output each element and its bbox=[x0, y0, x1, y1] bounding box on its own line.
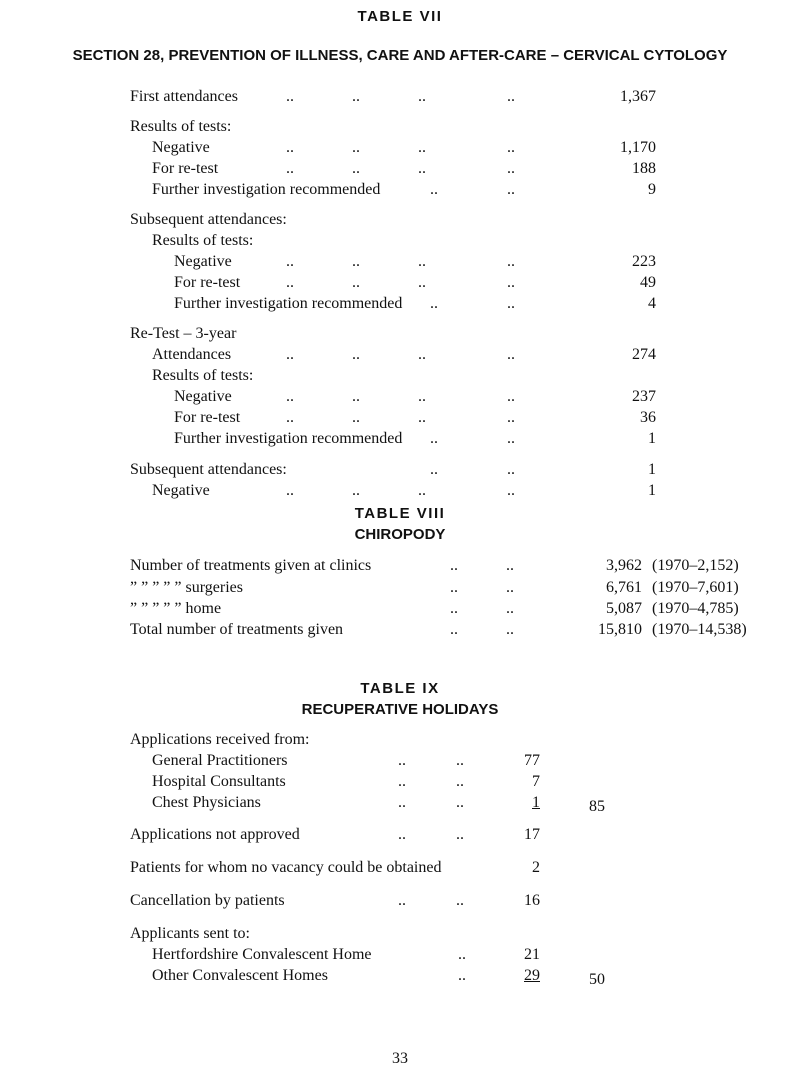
table7-row-label: Re-Test – 3-year bbox=[130, 325, 237, 342]
table7-subtitle: SECTION 28, PREVENTION OF ILLNESS, CARE AND AFTER-CARE – CERVICAL CYTOLOGY bbox=[72, 47, 728, 64]
table7-row-label: Subsequent attendances: bbox=[130, 211, 287, 228]
table7-row-label: For re-test bbox=[174, 409, 241, 426]
table8-row-label: Total number of treatments given bbox=[130, 621, 344, 638]
table8-row-value: 5,087 bbox=[606, 600, 642, 617]
leader-dots: .. bbox=[507, 274, 515, 291]
leader-dots: .. bbox=[507, 139, 515, 156]
table8-row-value: 3,962 bbox=[606, 557, 642, 574]
table9-row-total: 50 bbox=[589, 971, 605, 988]
leader-dots: .. bbox=[458, 946, 466, 963]
table9-row-label: Patients for whom no vacancy could be obtained bbox=[130, 859, 442, 876]
leader-dots: .. bbox=[507, 409, 515, 426]
leader-dots: .. bbox=[418, 88, 426, 105]
leader-dots: .. bbox=[286, 253, 294, 270]
leader-dots: .. bbox=[507, 160, 515, 177]
leader-dots: .. bbox=[398, 752, 406, 769]
leader-dots: .. bbox=[507, 430, 515, 447]
table8-row-label: Number of treatments given at clinics bbox=[130, 557, 372, 574]
leader-dots: .. bbox=[456, 826, 464, 843]
leader-dots: .. bbox=[430, 430, 438, 447]
leader-dots: .. bbox=[430, 461, 438, 478]
table9-row-label: Applicants sent to: bbox=[130, 925, 250, 942]
table7-row-label: First attendances bbox=[130, 88, 238, 105]
leader-dots: .. bbox=[450, 557, 458, 574]
leader-dots: .. bbox=[352, 346, 360, 363]
leader-dots: .. bbox=[450, 579, 458, 596]
leader-dots: .. bbox=[506, 557, 514, 574]
leader-dots: .. bbox=[398, 826, 406, 843]
leader-dots: .. bbox=[398, 773, 406, 790]
table7-row-label: For re-test bbox=[174, 274, 241, 291]
leader-dots: .. bbox=[507, 253, 515, 270]
leader-dots: .. bbox=[456, 794, 464, 811]
table9-row-label: Other Convalescent Homes bbox=[152, 967, 328, 984]
leader-dots: .. bbox=[352, 388, 360, 405]
page-number: 33 bbox=[392, 1050, 408, 1067]
leader-dots: .. bbox=[506, 621, 514, 638]
table7-row-label: Negative bbox=[174, 388, 232, 405]
leader-dots: .. bbox=[506, 600, 514, 617]
leader-dots: .. bbox=[418, 253, 426, 270]
leader-dots: .. bbox=[450, 621, 458, 638]
leader-dots: .. bbox=[286, 482, 294, 499]
table7-row-label: Further investigation recommended bbox=[152, 181, 381, 198]
leader-dots: .. bbox=[507, 295, 515, 312]
table7-row-label: Attendances bbox=[152, 346, 232, 363]
table8-row-previous: (1970–2,152) bbox=[652, 557, 739, 574]
table9-row-value: 17 bbox=[524, 826, 540, 843]
table7-row-value: 237 bbox=[632, 388, 656, 405]
table7-row-label: Further investigation recommended bbox=[174, 295, 403, 312]
table9-title: TABLE IX bbox=[360, 680, 440, 697]
table9-row-value: 1 bbox=[532, 794, 540, 811]
leader-dots: .. bbox=[418, 346, 426, 363]
table8-title: TABLE VIII bbox=[354, 505, 446, 522]
table7-row-value: 36 bbox=[640, 409, 656, 426]
table7-row-value: 188 bbox=[632, 160, 656, 177]
leader-dots: .. bbox=[418, 274, 426, 291]
table7-row-label: Negative bbox=[174, 253, 232, 270]
leader-dots: .. bbox=[458, 967, 466, 984]
table8-row-label: ” ” ” ” ” home bbox=[130, 600, 222, 617]
leader-dots: .. bbox=[352, 274, 360, 291]
table7-row-label: Results of tests: bbox=[130, 118, 232, 135]
leader-dots: .. bbox=[507, 88, 515, 105]
leader-dots: .. bbox=[430, 295, 438, 312]
table9-row-label: Hospital Consultants bbox=[152, 773, 286, 790]
table8-row-label: ” ” ” ” ” surgeries bbox=[130, 579, 243, 596]
leader-dots: .. bbox=[418, 388, 426, 405]
table7-row-label: Further investigation recommended bbox=[174, 430, 403, 447]
table7-row-value: 4 bbox=[648, 295, 656, 312]
table8-row-value: 15,810 bbox=[598, 621, 642, 638]
leader-dots: .. bbox=[286, 139, 294, 156]
leader-dots: .. bbox=[352, 88, 360, 105]
leader-dots: .. bbox=[507, 482, 515, 499]
table7-row-label: Negative bbox=[152, 482, 210, 499]
leader-dots: .. bbox=[507, 181, 515, 198]
leader-dots: .. bbox=[418, 482, 426, 499]
table8-subtitle: CHIROPODY bbox=[354, 526, 446, 543]
leader-dots: .. bbox=[418, 160, 426, 177]
leader-dots: .. bbox=[286, 160, 294, 177]
table7-row-label: Results of tests: bbox=[152, 367, 254, 384]
leader-dots: .. bbox=[456, 752, 464, 769]
table8-row-previous: (1970–4,785) bbox=[652, 600, 739, 617]
table7-row-value: 274 bbox=[632, 346, 656, 363]
table7-row-value: 1 bbox=[648, 430, 656, 447]
leader-dots: .. bbox=[352, 160, 360, 177]
leader-dots: .. bbox=[418, 139, 426, 156]
leader-dots: .. bbox=[507, 346, 515, 363]
table9-row-value: 29 bbox=[524, 967, 540, 984]
leader-dots: .. bbox=[430, 181, 438, 198]
table9-row-total: 85 bbox=[589, 798, 605, 815]
table9-row-label: General Practitioners bbox=[152, 752, 288, 769]
leader-dots: .. bbox=[352, 139, 360, 156]
table9-row-value: 77 bbox=[524, 752, 540, 769]
leader-dots: .. bbox=[456, 892, 464, 909]
leader-dots: .. bbox=[286, 274, 294, 291]
table9-row-label: Applications received from: bbox=[130, 731, 310, 748]
leader-dots: .. bbox=[506, 579, 514, 596]
table9-row-value: 2 bbox=[532, 859, 540, 876]
table8-row-value: 6,761 bbox=[606, 579, 642, 596]
table9-row-label: Cancellation by patients bbox=[130, 892, 285, 909]
table9-row-label: Chest Physicians bbox=[152, 794, 261, 811]
leader-dots: .. bbox=[398, 892, 406, 909]
table7-row-value: 1,170 bbox=[620, 139, 656, 156]
leader-dots: .. bbox=[507, 388, 515, 405]
table7-row-value: 9 bbox=[648, 181, 656, 198]
table7-row-value: 223 bbox=[632, 253, 656, 270]
leader-dots: .. bbox=[398, 794, 406, 811]
table7-row-label: For re-test bbox=[152, 160, 219, 177]
leader-dots: .. bbox=[286, 388, 294, 405]
table7-row-value: 1 bbox=[648, 482, 656, 499]
leader-dots: .. bbox=[456, 773, 464, 790]
table7-row-label: Subsequent attendances: bbox=[130, 461, 287, 478]
table7-row-label: Negative bbox=[152, 139, 210, 156]
table7-row-value: 1,367 bbox=[620, 88, 656, 105]
leader-dots: .. bbox=[352, 409, 360, 426]
table7-title: TABLE VII bbox=[357, 8, 443, 25]
table9-row-value: 21 bbox=[524, 946, 540, 963]
leader-dots: .. bbox=[507, 461, 515, 478]
table7-row-value: 1 bbox=[648, 461, 656, 478]
leader-dots: .. bbox=[352, 253, 360, 270]
table9-row-label: Applications not approved bbox=[130, 826, 300, 843]
table9-row-value: 16 bbox=[524, 892, 540, 909]
leader-dots: .. bbox=[286, 88, 294, 105]
table7-row-value: 49 bbox=[640, 274, 656, 291]
leader-dots: .. bbox=[418, 409, 426, 426]
leader-dots: .. bbox=[450, 600, 458, 617]
table9-row-label: Hertfordshire Convalescent Home bbox=[152, 946, 372, 963]
table9-row-value: 7 bbox=[532, 773, 540, 790]
leader-dots: .. bbox=[352, 482, 360, 499]
table7-row-label: Results of tests: bbox=[152, 232, 254, 249]
table9-subtitle: RECUPERATIVE HOLIDAYS bbox=[301, 701, 499, 718]
leader-dots: .. bbox=[286, 346, 294, 363]
leader-dots: .. bbox=[286, 409, 294, 426]
table8-row-previous: (1970–14,538) bbox=[652, 621, 747, 638]
table8-row-previous: (1970–7,601) bbox=[652, 579, 739, 596]
